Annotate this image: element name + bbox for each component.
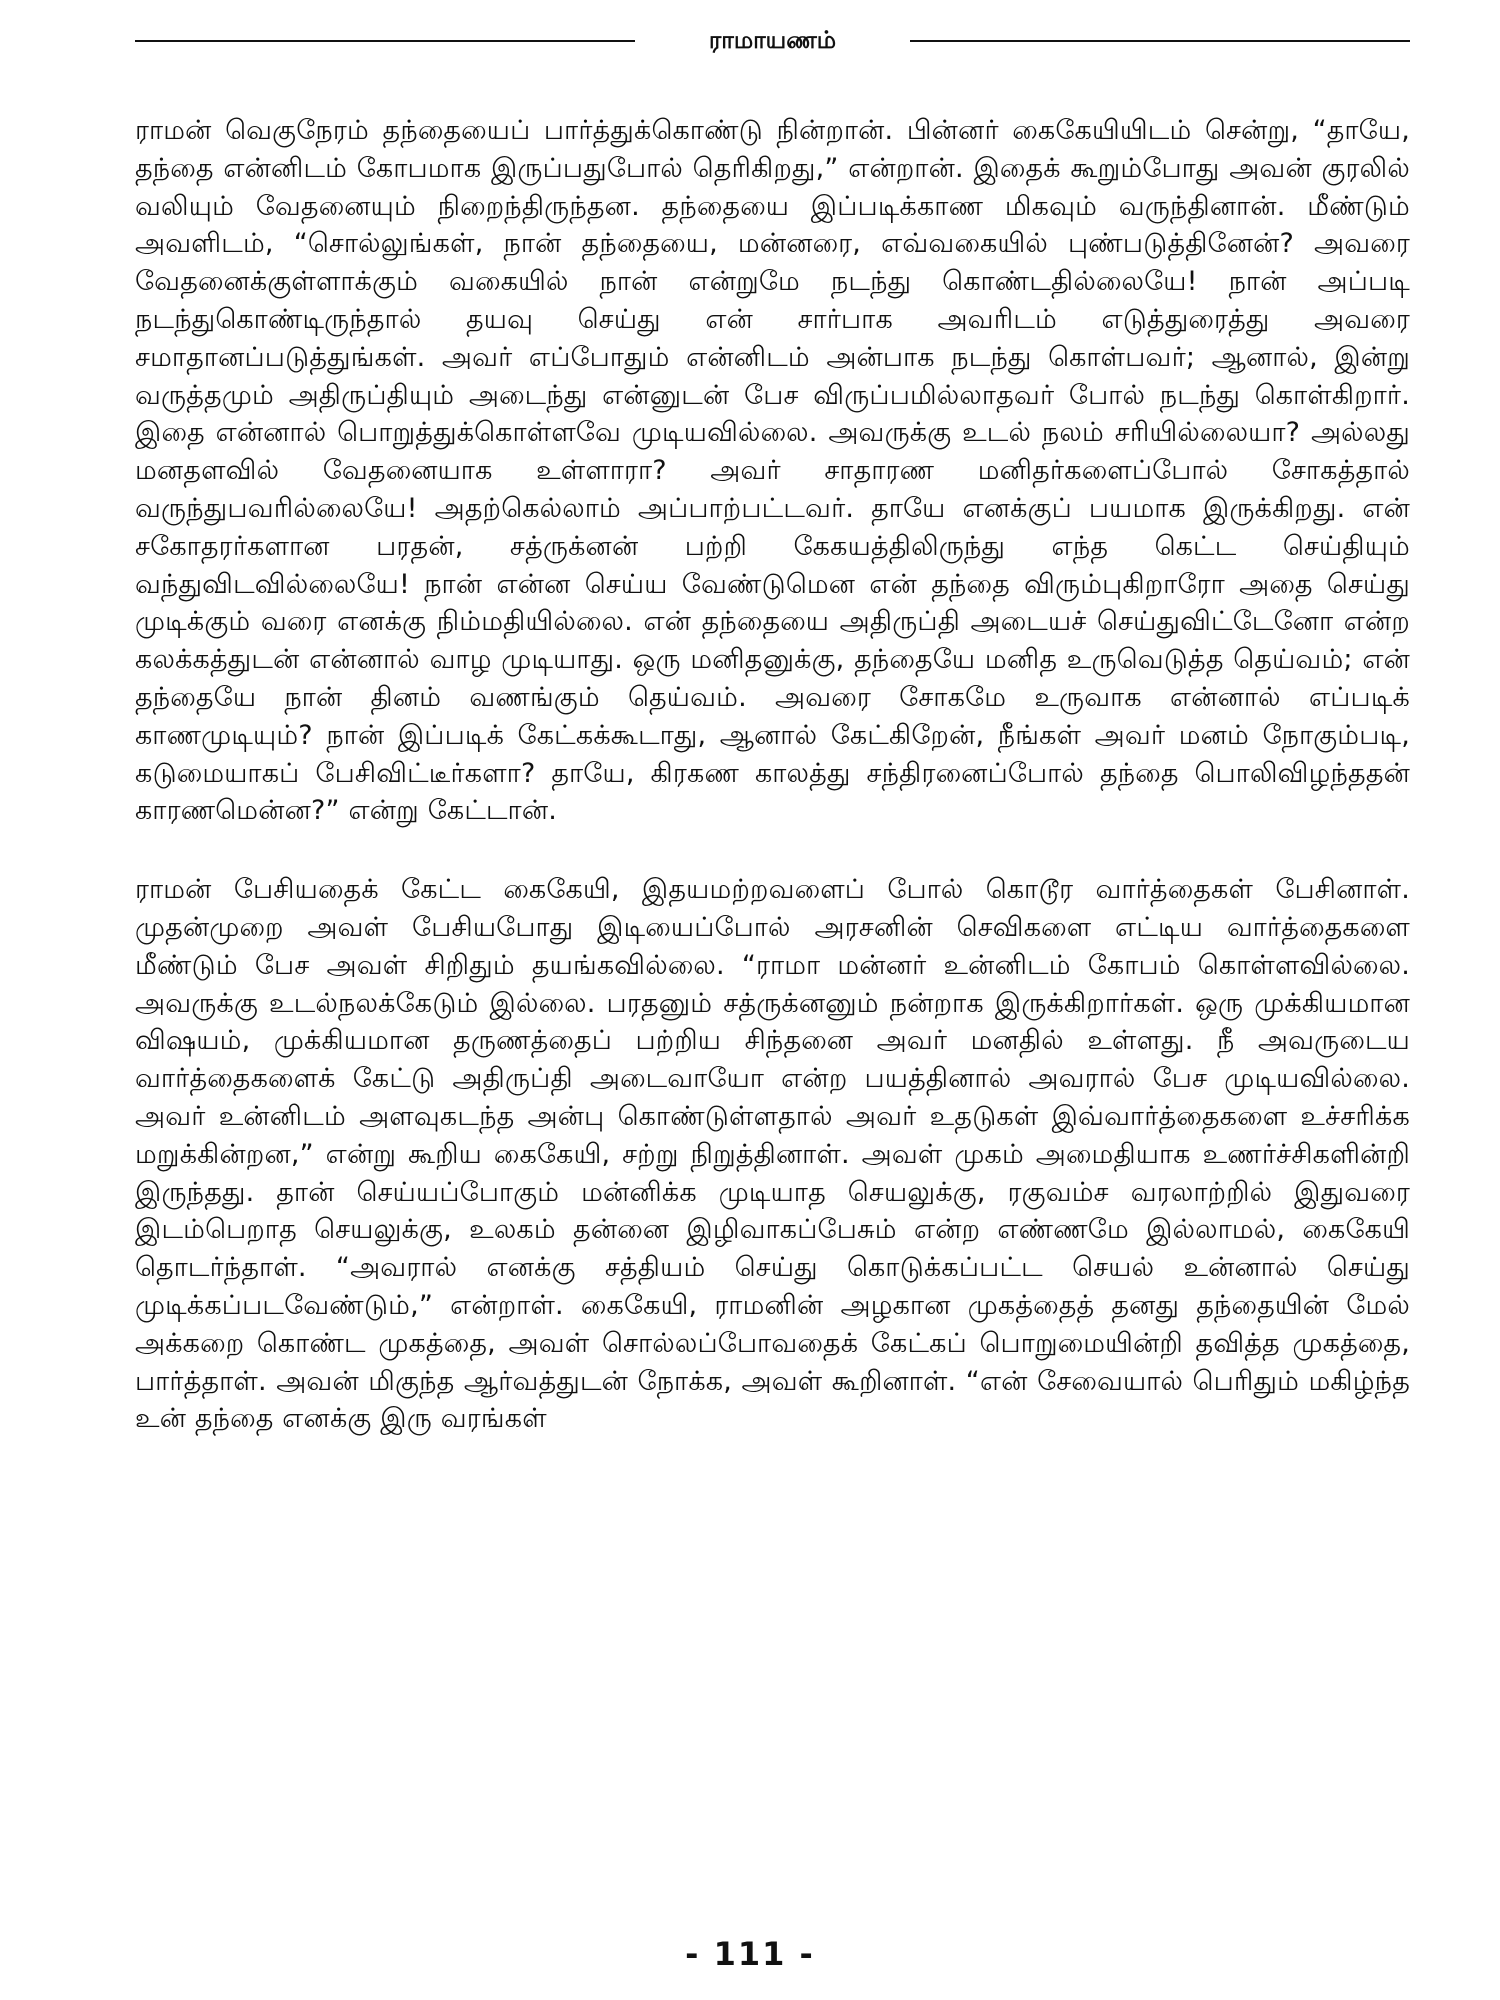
header-rule-right — [910, 40, 1410, 42]
running-header — [135, 22, 1410, 58]
book-title: ராமாயணம் — [708, 26, 837, 54]
page-number: - 111 - — [685, 1935, 815, 1973]
paragraph-2: ராமன் பேசியதைக் கேட்ட கைகேயி, இதயமற்றவளைப் போல் கொடூர வார்த்தைகள் பேசினாள். முதன்முறை அவள் பேசியபோது இடியைப்போல் அரசனின் செவிகளை எட்டிய வார்த்தைகளை மீண்டும் பேச அவள் சிறிதும் தயங்கவில்லை. “ராமா மன்னர் உன்னிடம் கோபம் கொள்ளவில்லை. அவருக்கு உடல்நலக்கேடும் இல்லை. பரதனும் சத்ருக்னனும் நன்றாக இருக்கிறார்கள். ஒரு முக்கியமான விஷயம், முக்கியமான தருணத்தைப் பற்றிய சிந்தனை அவர் மனதில் உள்ளது. நீ அவருடைய வார்த்தைகளைக் கேட்டு அதிருப்தி அடைவாயோ என்ற பயத்தினால் அவரால் பேச முடியவில்லை. அவர் உன்னிடம் அளவுகடந்த அன்பு கொண்டுள்ளதால் அவர் உதடுகள் இவ்வார்த்தைகளை உச்சரிக்க மறுக்கின்றன,” என்று கூறிய கைகேயி, சற்று நிறுத்தினாள். அவள் முகம் அமைதியாக உணர்ச்சிகளின்றி இருந்தது. தான் செய்யப்போகும் மன்னிக்க முடியாத செயலுக்கு, ரகுவம்ச வரலாற்றில் இதுவரை இடம்பெறாத செயலுக்கு, உலகம் தன்னை இழிவாகப்பேசும் என்ற எண்ணமே இல்லாமல், கைகேயி தொடர்ந்தாள். “அவரால் எனக்கு சத்தியம் செய்து கொடுக்கப்பட்ட செயல் உன்னால் செய்து முடிக்கப்படவேண்டும்,” என்றாள். கைகேயி, ராமனின் அழகான முகத்தைத் தனது தந்தையின் மேல் அக்கறை கொண்ட முகத்தை, அவள் சொல்லப்போவதைக் கேட்கப் பொறுமையின்றி தவித்த முகத்தை, பார்த்தாள். அவன் மிகுந்த ஆர்வத்துடன் நோக்க, அவள் கூறினாள். “என் சேவையால் பெரிதும் மகிழ்ந்த உன் தந்தை எனக்கு இரு வரங்கள் — [135, 874, 1410, 1435]
page-body — [135, 112, 1410, 1438]
paragraph-1: ராமன் வெகுநேரம் தந்தையைப் பார்த்துக்கொண்டு நின்றான். பின்னர் கைகேயியிடம் சென்று, “தாயே, தந்தை என்னிடம் கோபமாக இருப்பதுபோல் தெரிகிறது,” என்றான். இதைக் கூறும்போது அவன் குரலில் வலியும் வேதனையும் நிறைந்திருந்தன. தந்தையை இப்படிக்காண மிகவும் வருந்தினான். மீண்டும் அவளிடம், “சொல்லுங்கள், நான் தந்தையை, மன்னரை, எவ்வகையில் புண்படுத்தினேன்? அவரை வேதனைக்குள்ளாக்கும் வகையில் நான் என்றுமே நடந்து கொண்டதில்லையே! நான் அப்படி நடந்துகொண்டிருந்தால் தயவு செய்து என் சார்பாக அவரிடம் எடுத்துரைத்து அவரை சமாதானப்படுத்துங்கள். அவர் எப்போதும் என்னிடம் அன்பாக நடந்து கொள்பவர்; ஆனால், இன்று வருத்தமும் அதிருப்தியும் அடைந்து என்னுடன் பேச விருப்பமில்லாதவர் போல் நடந்து கொள்கிறார். இதை என்னால் பொறுத்துக்கொள்ளவே முடியவில்லை. அவருக்கு உடல் நலம் சரியில்லையா? அல்லது மனதளவில் வேதனையாக உள்ளாரா? அவர் சாதாரண மனிதர்களைப்போல் சோகத்தால் வருந்துபவரில்லையே! அதற்கெல்லாம் அப்பாற்பட்டவர். தாயே எனக்குப் பயமாக இருக்கிறது. என் சகோதரர்களான பரதன், சத்ருக்னன் பற்றி கேகயத்திலிருந்து எந்த கெட்ட செய்தியும் வந்துவிடவில்லையே! நான் என்ன செய்ய வேண்டுமென என் தந்தை விரும்புகிறாரோ அதை செய்து முடிக்கும் வரை எனக்கு நிம்மதியில்லை. என் தந்தையை அதிருப்தி அடையச் செய்துவிட்டேனோ என்ற கலக்கத்துடன் என்னால் வாழ முடியாது. ஒரு மனிதனுக்கு, தந்தையே மனித உருவெடுத்த தெய்வம்; என் தந்தையே நான் தினம் வணங்கும் தெய்வம். அவரை சோகமே உருவாக என்னால் எப்படிக் காணமுடியும்? நான் இப்படிக் கேட்கக்கூடாது, ஆனால் கேட்கிறேன், நீங்கள் அவர் மனம் நோகும்படி, கடுமையாகப் பேசிவிட்டீர்களா? தாயே, கிரகண காலத்து சந்திரனைப்போல் தந்தை பொலிவிழந்ததன் காரணமென்ன?” என்று கேட்டான். — [135, 115, 1410, 827]
